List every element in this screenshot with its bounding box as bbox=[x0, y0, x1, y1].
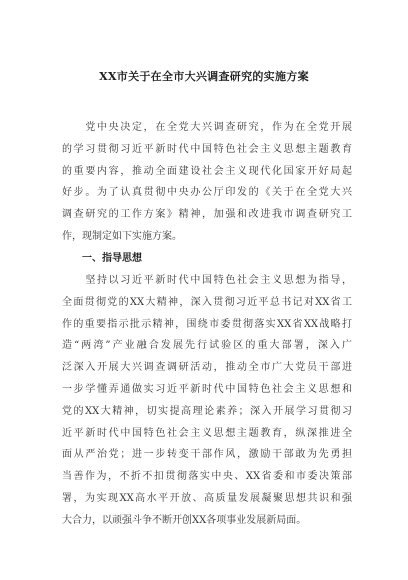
paragraph-line: 的重要内容，推动全面建设社会主义现代化国家开好局起 bbox=[62, 165, 352, 177]
paragraph-line: 坚持以习近平新时代中国特色社会主义思想为指导， bbox=[62, 275, 352, 286]
paragraph-line: 大合力，以顽强斗争不断开创XX各项事业发展新局面。 bbox=[62, 514, 307, 526]
paragraph-line: 近平新时代中国特色社会主义思想主题教育，纵深推进全 bbox=[62, 427, 352, 439]
document-title: XX市关于在全市大兴调查研究的实施方案 bbox=[99, 70, 309, 83]
intro-paragraph bbox=[62, 117, 352, 248]
paragraph-line: 泛深入开展大兴调查调研活动，推动全市广大党员干部进 bbox=[62, 362, 352, 374]
paragraph-line: 一步学懂弄通做实习近平新时代中国特色社会主义思想和 bbox=[62, 383, 352, 395]
paragraph-line: 的学习贯彻习近平新时代中国特色社会主义思想主题教育 bbox=[62, 143, 352, 155]
paragraph-line: 好步。为了认真贯彻中央办公厅印发的《关于在全党大兴 bbox=[62, 187, 352, 199]
paragraph-line: 当善作为，不折不扣贯彻落实中央、XX省委和市委决策部 bbox=[62, 471, 352, 483]
paragraph-line: 作的重要指示批示精神，围绕市委贯彻落实XX省XX战略打 bbox=[62, 318, 352, 330]
paragraph-line: 署，为实现XX高水平开放、高质量发展凝聚思想共识和强 bbox=[62, 492, 352, 504]
paragraph-line: 党的XX大精神，切实提高理论素养；深入开展学习贯彻习 bbox=[62, 405, 352, 417]
paragraph-line: 全面贯彻党的XX大精神，深入贯彻习近平总书记对XX省工 bbox=[62, 296, 352, 308]
paragraph-line: 作，现制定如下实施方案。 bbox=[62, 230, 182, 242]
paragraph-line: 调查研究的工作方案》精神，加强和改进我市调查研究工 bbox=[62, 209, 352, 221]
section-heading-block bbox=[62, 248, 352, 270]
section-heading: 一、指导思想 bbox=[82, 253, 142, 264]
paragraph-line: 造“两湾”产业融合发展先行试验区的重大部署，深入广 bbox=[62, 340, 352, 352]
paragraph-line: 面从严治党；进一步转变干部作风，激励干部敢为先勇担 bbox=[62, 449, 352, 461]
guiding-thought-paragraph bbox=[62, 270, 352, 532]
paragraph-line: 党中央决定，在全党大兴调查研究，作为在全党开展 bbox=[62, 122, 352, 133]
